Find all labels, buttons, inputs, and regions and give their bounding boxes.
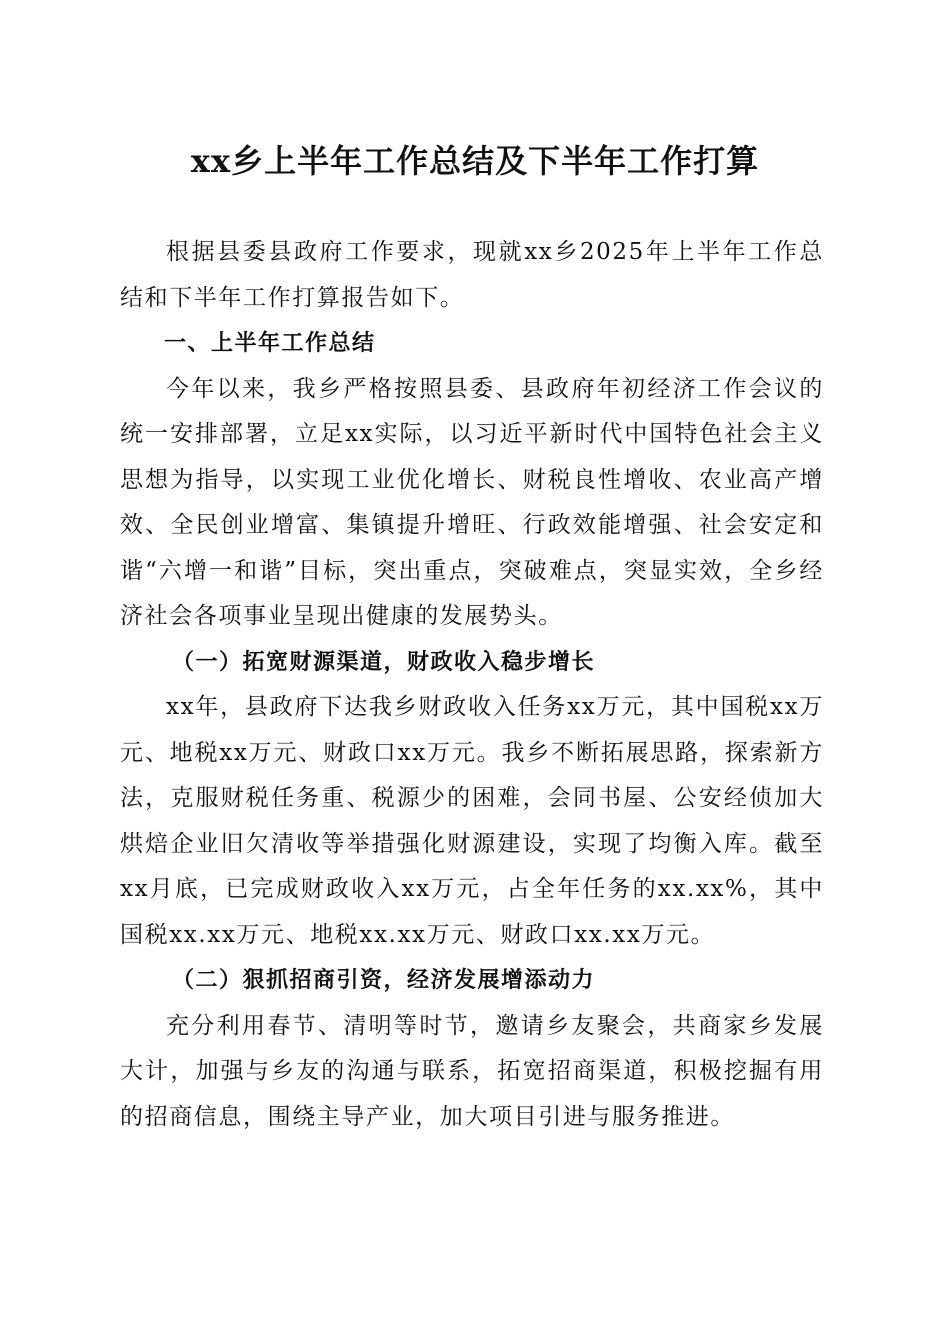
subsection-heading: （一）拓宽财源渠道，财政收入稳步增长 <box>172 648 596 675</box>
intro-paragraph: 根据县委县政府工作要求，现就xx乡2025年上半年工作总结和下半年工作打算报告如下。 <box>120 239 824 311</box>
section-heading: 一、上半年工作总结 <box>164 331 376 356</box>
section-paragraph: 今年以来，我乡严格按照县委、县政府年初经济工作会议的统一安排部署，立足xx实际，以习近平新时代中国特色社会主义思想为指导，以实现工业优化增长、财税良性增收、农业高产增效、全民创业增富、集镇提升增旺、行政效能增强、社会安定和谐“六增一和谐”目标，突出重点，突破难点，突显实效，全乡经济社会各项事业呈现出健康的发展势头。 <box>120 375 824 629</box>
subsection-paragraph: 充分利用春节、清明等时节，邀请乡友聚会，共商家乡发展大计，加强与乡友的沟通与联系，拓宽招商渠道，积极挖掘有用的招商信息，围绕主导产业，加大项目引进与服务推进。 <box>120 1012 824 1130</box>
document-body <box>120 230 824 1140</box>
document-title: xx乡上半年工作总结及下半年工作打算 <box>190 142 760 180</box>
subsection-paragraph: xx年，县政府下达我乡财政收入任务xx万元，其中国税xx万元、地税xx万元、财政口xx万元。我乡不断拓展思路，探索新方法，克服财税任务重、税源少的困难，会同书屋、公安经侦加大烘焙企业旧欠清收等举措强化财源建设，实现了均衡入库。截至xx月底，已完成财政收入xx万元，占全年任务的xx.xx%，其中国税xx.xx万元、地税xx.xx万元、财政口xx.xx万元。 <box>120 694 824 948</box>
subsection-heading: （二）狠抓招商引资，经济发展增添动力 <box>172 967 596 993</box>
